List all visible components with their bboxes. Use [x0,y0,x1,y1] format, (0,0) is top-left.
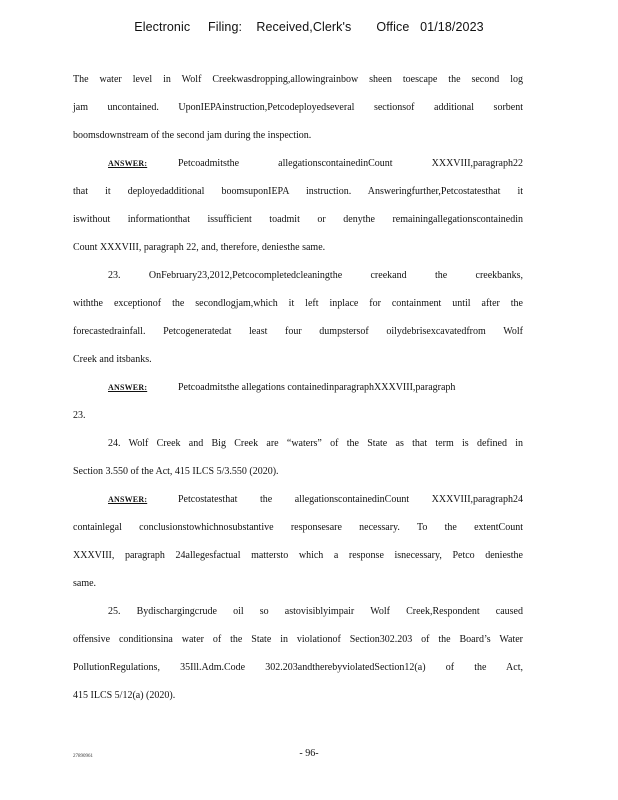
answer-label: ANSWER: [108,495,148,504]
text-line: The water level in Wolf Creekwasdropping,allowingrainbow sheen toescape the second log [73,74,523,85]
answer-text: Petcoadmitsthe allegations containedinparagraphXXXVIII,paragraph [178,382,456,393]
text-line: that it deployedadditional boomsuponIEPA instruction. Answeringfurther,Petcostatesthat it [73,186,523,197]
text-line: withthe exceptionof the secondlogjam,which it left inplace for containment until after the [73,298,523,309]
text-line: Creek and itsbanks. [73,354,152,365]
text-line: 415 ILCS 5/12(a) (2020). [73,690,176,701]
answer-line [73,492,523,520]
text-line: 25. Bydischargingcrude oil so astovisiblyimpair Wolf Creek,Respondent caused [108,606,523,617]
text-line: forecastedrainfall. Petcogeneratedat least four dumpstersof oilydebrisexcavatedfrom Wolf [73,326,523,337]
text-line: boomsdownstream of the second jam during the inspection. [73,130,312,141]
answer-line [73,156,523,184]
document-body [73,72,523,716]
text-line: offensive conditionsina water of the State in violationof Section302.203 of the Board’s Water [73,634,523,645]
answer-text: Petcoadmitsthe allegationscontainedinCount XXXVIII,paragraph22 [178,158,523,169]
text-line: Count XXXVIII, paragraph 22, and, therefore, deniesthe same. [73,242,326,253]
text-line: Section 3.550 of the Act, 415 ILCS 5/3.550 (2020). [73,466,279,477]
text-line: same. [73,578,97,589]
text-line: 23. [73,410,86,421]
text-line: jam uncontained. UponIEPAinstruction,Petcodeployedseveral sectionsof additional sorbent [73,102,523,113]
text-line: XXXVIII, paragraph 24allegesfactual mattersto which a response isnecessary, Petco deniesthe [73,550,523,561]
text-line: iswithout informationthat issufficient toadmit or denythe remainingallegationscontainedin [73,214,523,225]
text-line: containlegal conclusionstowhichnosubstantive responsesare necessary. To the extentCount [73,522,523,533]
answer-label: ANSWER: [108,159,148,168]
answer-label: ANSWER: [108,383,148,392]
document-id: 27890961 [73,754,93,759]
page-number: - 96- [299,748,319,759]
text-line: PollutionRegulations, 35Ill.Adm.Code 302.203andtherebyviolatedSection12(a) of the Act, [73,662,523,673]
answer-text: Petcostatesthat the allegationscontainedinCount XXXVIII,paragraph24 [178,494,523,505]
text-line: 24. Wolf Creek and Big Creek are “waters” of the State as that term is defined in [108,438,523,449]
filing-header: Electronic Filing: Received,Clerk's Office 01/18/2023 [134,20,484,34]
text-line: 23. OnFebruary23,2012,Petcocompletedcleaningthe creekand the creekbanks, [108,270,523,281]
answer-line [73,380,523,408]
